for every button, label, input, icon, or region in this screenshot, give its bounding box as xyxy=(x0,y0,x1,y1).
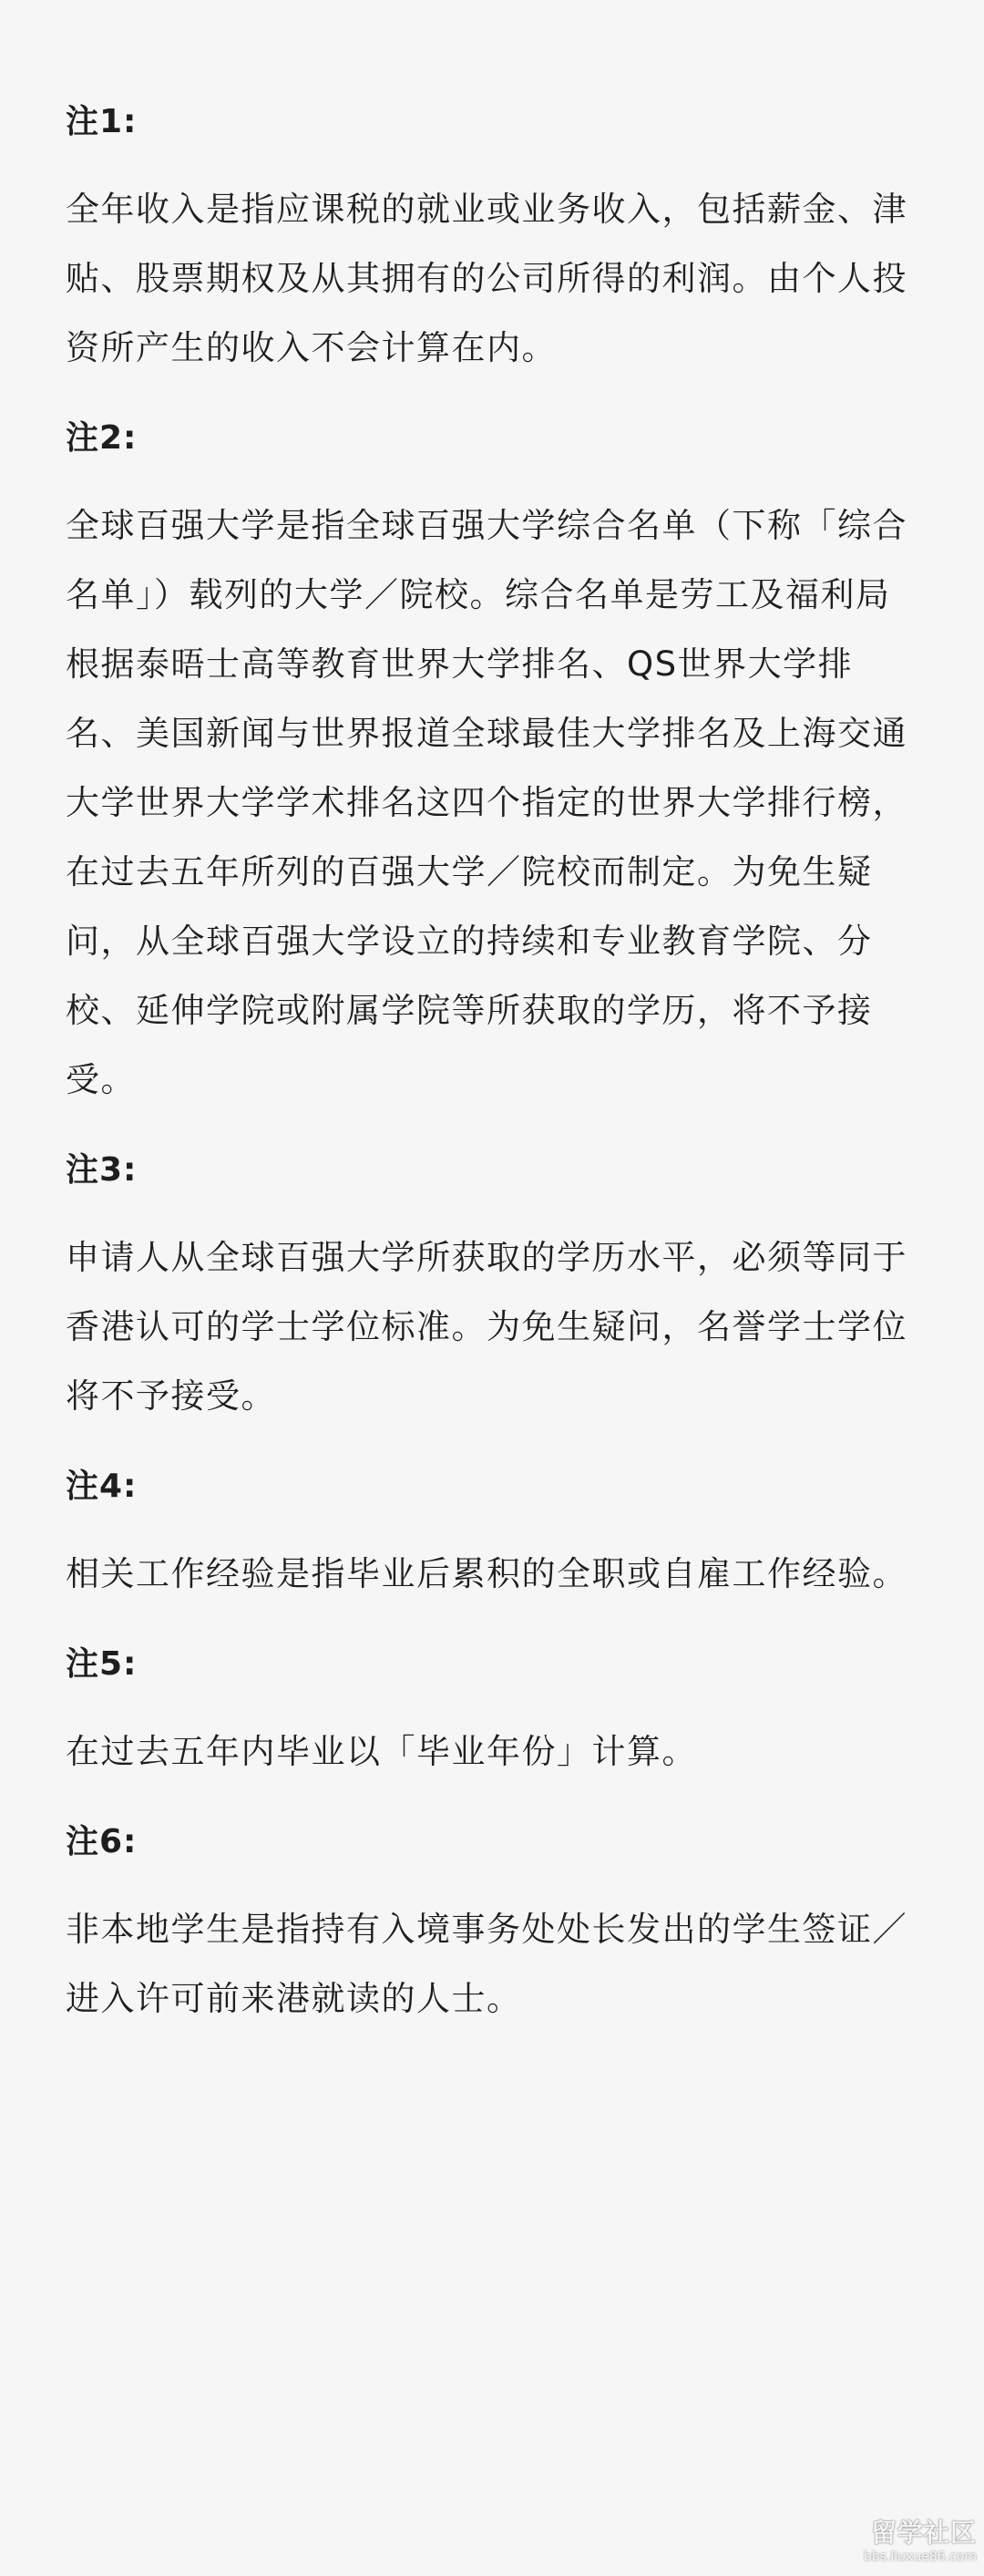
note-6 xyxy=(66,1808,922,2034)
watermark-url: bbs.liuxue86.com xyxy=(863,2550,977,2564)
note-heading: 注2: xyxy=(66,419,138,457)
note-4 xyxy=(66,1452,922,1609)
note-body: 全年收入是指应课税的就业或业务收入，包括薪金、津贴、股票期权及从其拥有的公司所得的利润。由个人投资所产生的收入不会计算在内。 xyxy=(66,190,907,367)
note-body: 在过去五年内毕业以「毕业年份」计算。 xyxy=(66,1732,697,1771)
note-heading: 注3: xyxy=(66,1151,138,1189)
note-heading: 注1: xyxy=(66,103,138,140)
note-1 xyxy=(66,88,922,383)
note-body: 相关工作经验是指毕业后累积的全职或自雇工作经验。 xyxy=(66,1554,907,1593)
note-heading: 注6: xyxy=(66,1823,138,1860)
note-body: 非本地学生是指持有入境事务处处长发出的学生签证／进入许可前来港就读的人士。 xyxy=(66,1910,907,2018)
note-heading: 注4: xyxy=(66,1468,138,1505)
note-body: 申请人从全球百强大学所获取的学历水平，必须等同于香港认可的学士学位标准。为免生疑问，名誉学士学位将不予接受。 xyxy=(66,1238,907,1416)
watermark-logo xyxy=(822,2518,977,2571)
watermark-title: 留学社区 xyxy=(870,2518,977,2548)
note-heading: 注5: xyxy=(66,1645,138,1683)
note-5 xyxy=(66,1630,922,1787)
note-body: 全球百强大学是指全球百强大学综合名单（下称「综合名单」）载列的大学／院校。综合名单是劳工及福利局根据泰晤士高等教育世界大学排名、QS世界大学排名、美国新闻与世界报道全球最佳大学排名及上海交通大学世界大学学术排名这四个指定的世界大学排行榜，在过去五年所列的百强大学／院校而制定。为免生疑问，从全球百强大学设立的持续和专业教育学院、分校、延伸学院或附属学院等所获取的学历，将不予接受。 xyxy=(66,506,907,1099)
note-3 xyxy=(66,1136,922,1431)
note-2 xyxy=(66,404,922,1115)
notes-document xyxy=(66,88,922,2055)
